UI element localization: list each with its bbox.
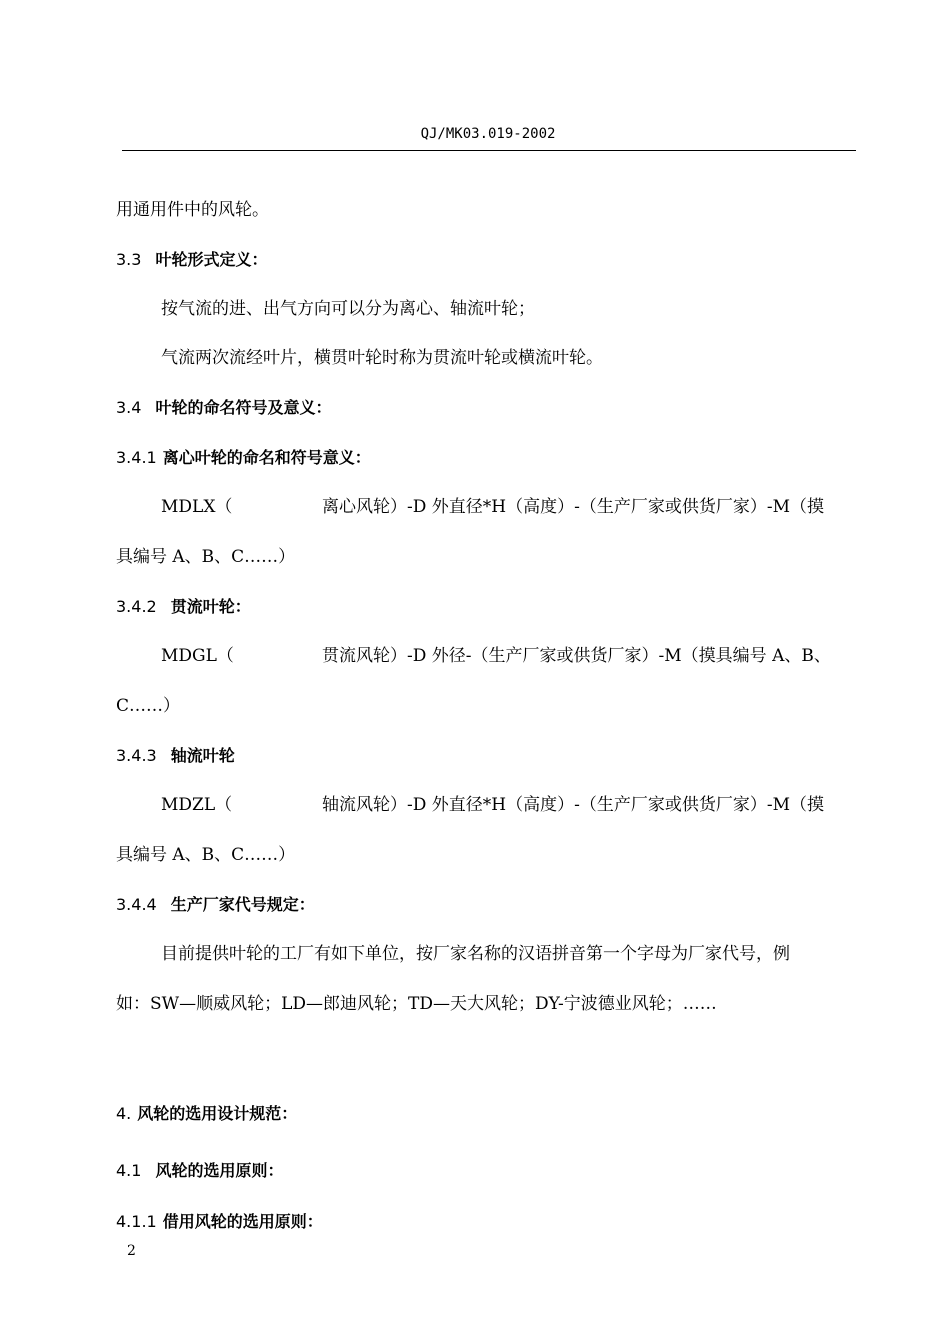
naming-code-rest: 轴流风轮）-D 外直径*H（高度）-（生产厂家或供货厂家）-M（摸 [322,795,824,815]
section-number: 4.1 [116,1161,142,1180]
naming-code-start: MDZL（ [161,795,233,815]
naming-code-rest: 离心风轮）-D 外直径*H（高度）-（生产厂家或供货厂家）-M（摸 [322,497,824,517]
section-title: 叶轮的命名符号及意义： [155,398,332,417]
paragraph: 目前提供叶轮的工厂有如下单位，按厂家名称的汉语拼音第一个字母为厂家代号，例 [161,944,790,964]
section-heading-3-4-4 [116,894,315,916]
naming-code-start: MDLX（ [161,497,233,517]
section-number: 3.4.4 [116,895,157,914]
naming-code-rest: 贯流风轮）-D 外径-（生产厂家或供货厂家）-M（摸具编号 A、B、 [322,646,831,666]
section-number: 3.3 [116,250,142,269]
paragraph: 气流两次流经叶片，横贯叶轮时称为贯流叶轮或横流叶轮。 [161,348,603,368]
paragraph-continuation: 如：SW—顺威风轮；LD—郎迪风轮；TD—天大风轮；DY-宁波德业风轮；…… [116,994,717,1014]
section-number: 3.4.3 [116,746,157,765]
section-title: 风轮的选用设计规范： [137,1104,298,1123]
section-number: 3.4.2 [116,597,157,616]
document-code-header: QJ/MK03.019-2002 [420,126,556,142]
section-title: 贯流叶轮： [170,597,251,616]
naming-code-continuation: 具编号 A、B、C……） [116,845,296,865]
section-number: 4.1.1 [116,1212,157,1231]
section-heading-3-4-1 [116,447,371,469]
section-title: 借用风轮的选用原则： [162,1212,323,1231]
page-number: 2 [127,1243,136,1259]
header-rule [122,150,856,151]
section-heading-3-3 [116,249,267,271]
section-title: 离心叶轮的命名和符号意义： [162,448,371,467]
section-heading-4-1 [116,1160,283,1182]
naming-code-continuation: 具编号 A、B、C……） [116,547,296,567]
naming-code-start: MDGL（ [161,646,234,666]
section-heading-3-4-2 [116,596,251,618]
section-title: 叶轮形式定义： [155,250,268,269]
paragraph: 按气流的进、出气方向可以分为离心、轴流叶轮； [161,299,535,319]
section-title: 风轮的选用原则： [155,1161,284,1180]
section-heading-3-4-3 [116,745,235,767]
section-title: 轴流叶轮 [170,746,235,765]
section-heading-4 [116,1103,297,1125]
section-number: 3.4.1 [116,448,157,467]
naming-code-continuation: C……） [116,696,181,716]
section-title: 生产厂家代号规定： [170,895,315,914]
section-heading-3-4 [116,397,331,419]
paragraph-continuation: 用通用件中的风轮。 [116,200,269,220]
section-number: 4. [116,1104,132,1123]
section-number: 3.4 [116,398,142,417]
section-heading-4-1-1 [116,1211,323,1233]
